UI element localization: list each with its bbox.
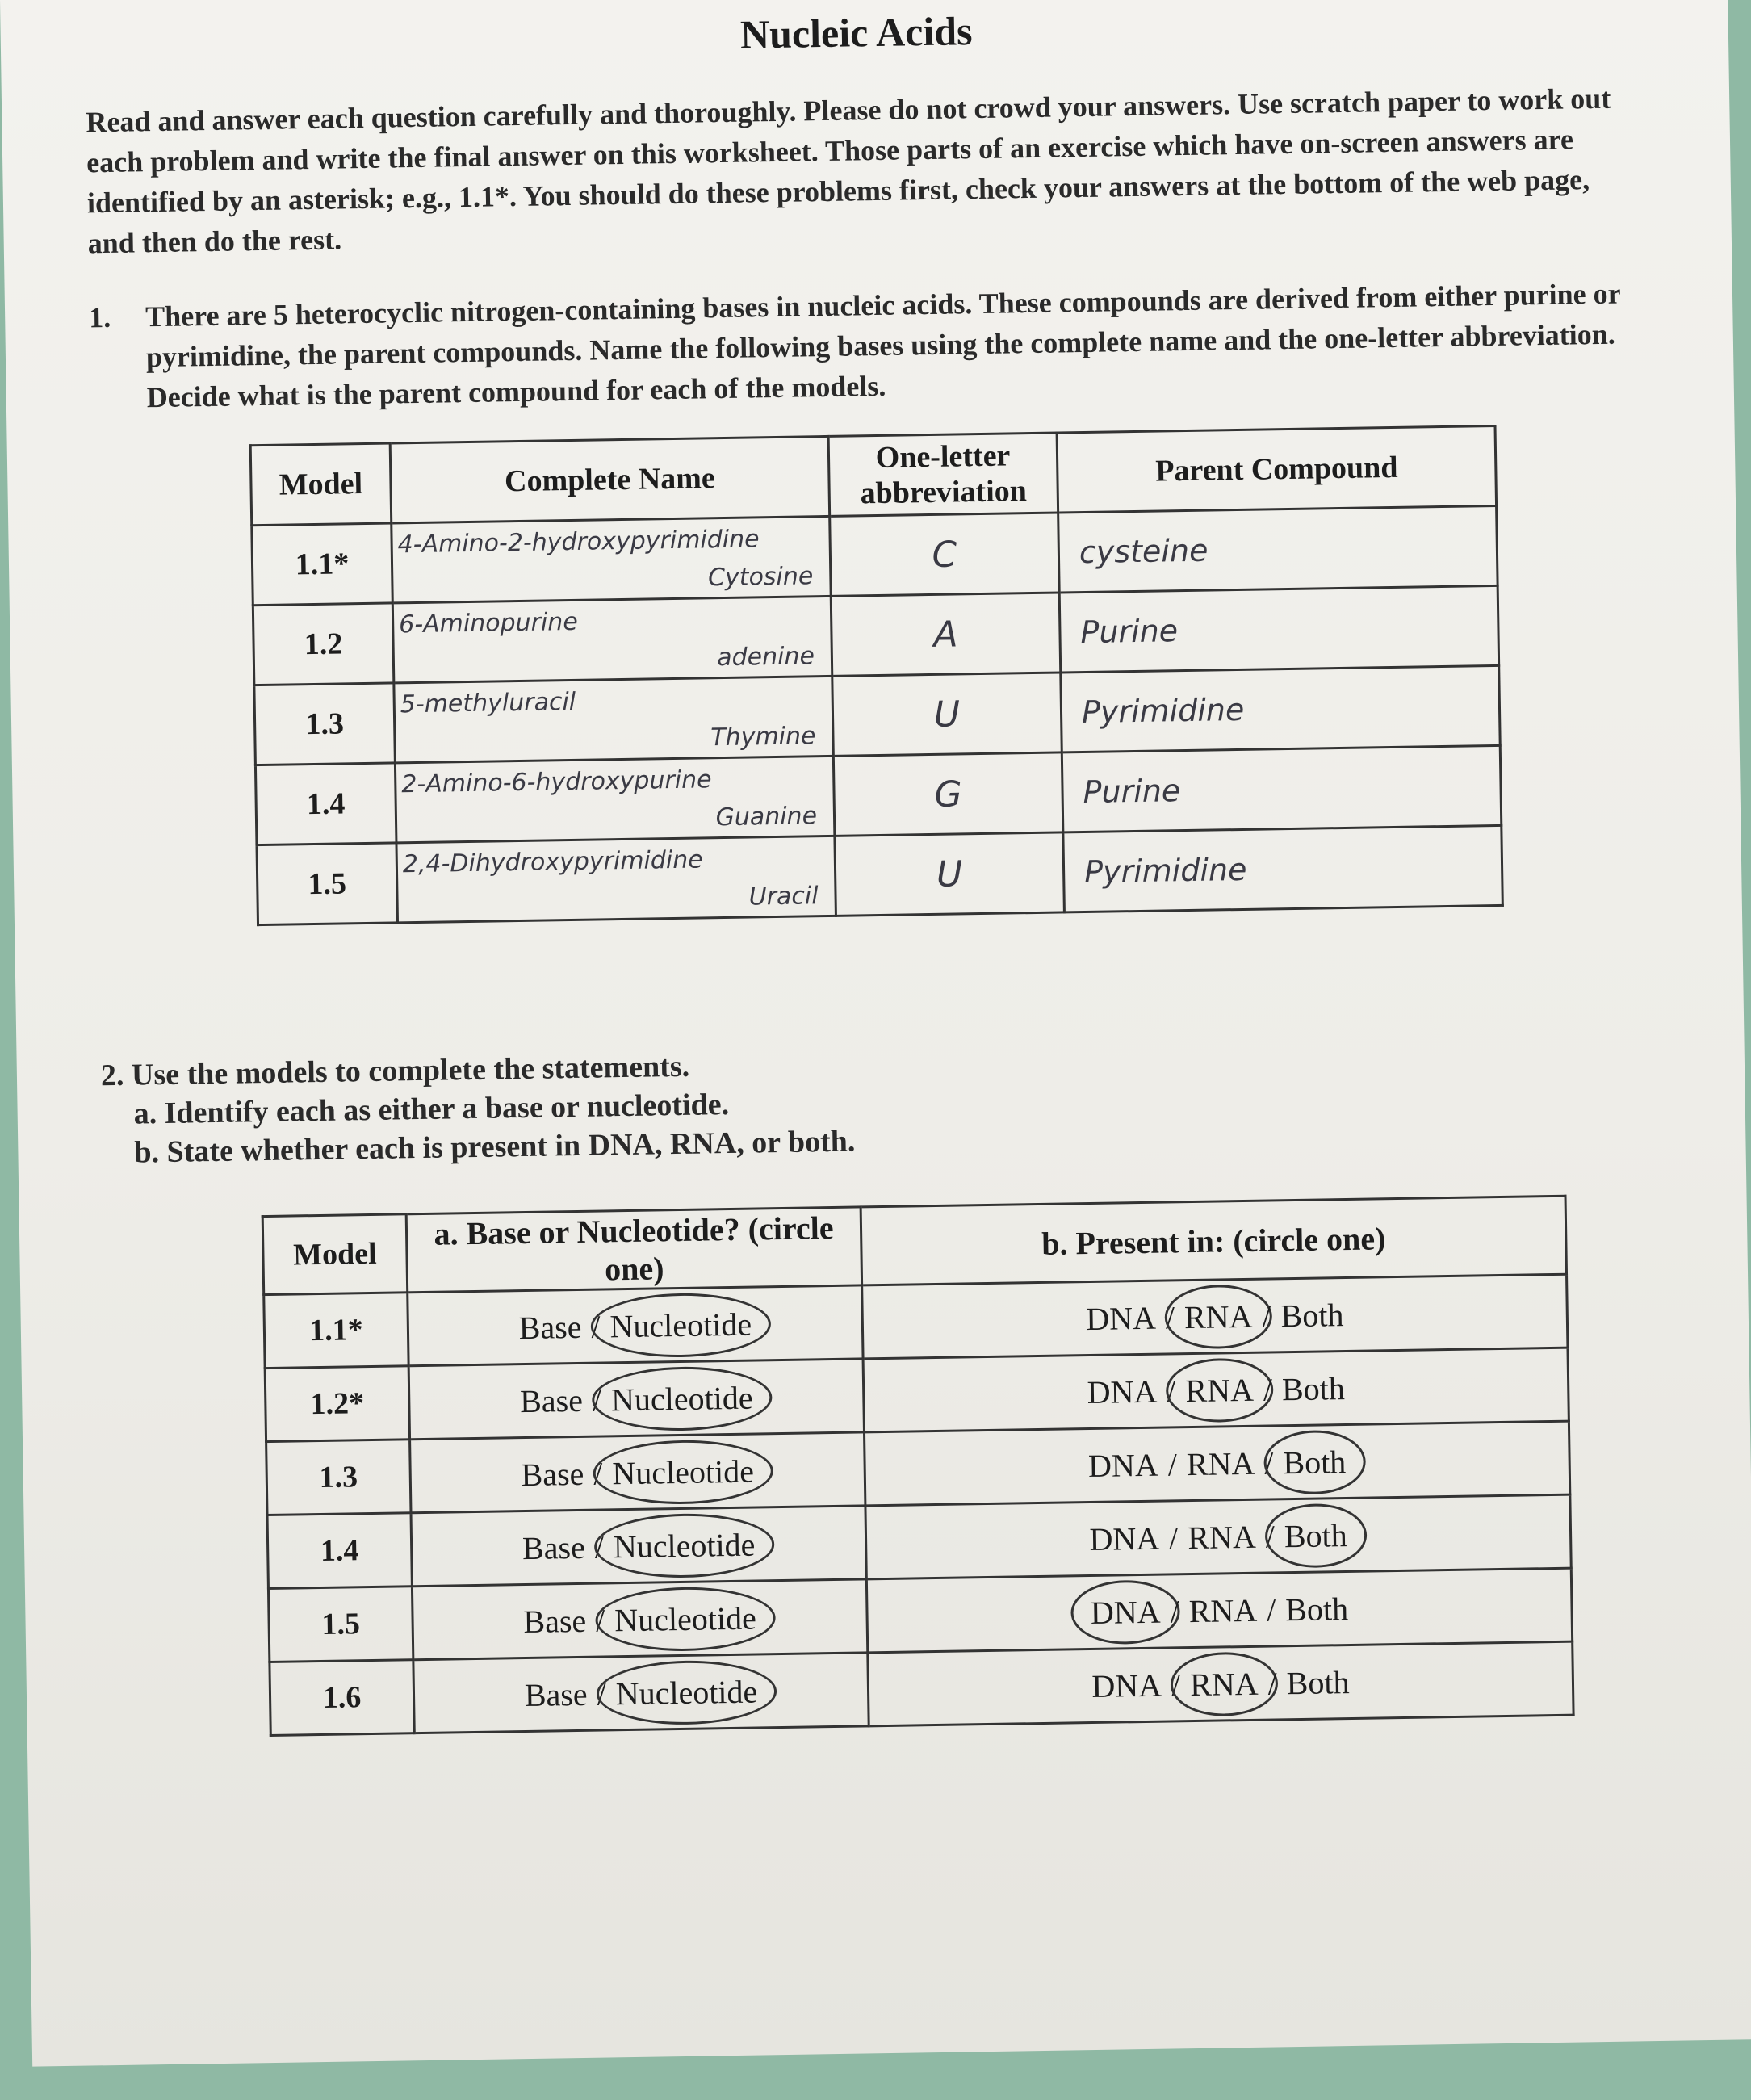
present-in-cell [865, 1494, 1571, 1579]
complete-name-cell [394, 676, 833, 763]
option-rna: RNA [1185, 1664, 1263, 1704]
option-dna: DNA [1087, 1446, 1159, 1484]
separator: / [1262, 1297, 1271, 1335]
base-or-nucleotide-cell [408, 1285, 863, 1366]
base-or-nucleotide-cell [408, 1359, 864, 1440]
question-1 [89, 273, 1624, 418]
complete-name-wrap [397, 837, 834, 921]
option-nucleotide: Nucleotide [605, 1305, 756, 1345]
header-model: Model [250, 443, 392, 526]
model-cell: 1.3 [254, 683, 396, 765]
separator: / [1166, 1372, 1176, 1410]
handwritten-parent: Purine [1080, 613, 1179, 651]
header-one-letter: One-letter abbreviation [828, 433, 1058, 516]
model-cell: 1.1* [252, 523, 393, 606]
question-2-line3: b. State whether each is present in DNA, RNA, or both. [134, 1124, 856, 1170]
nucleotide-table [262, 1195, 1575, 1737]
abbreviation-cell [835, 832, 1065, 916]
handwritten-abbreviation: C [932, 533, 957, 576]
complete-name-wrap [392, 518, 829, 601]
parent-compound-cell [1061, 665, 1500, 752]
option-both: Both [1286, 1663, 1350, 1701]
handwritten-name: 2-Amino-6-hydroxypurine [401, 765, 712, 799]
separator: / [1167, 1445, 1178, 1482]
model-cell: 1.5 [257, 843, 398, 925]
option-both: Both [1278, 1442, 1351, 1481]
complete-name-wrap [396, 757, 833, 841]
option-both: Both [1280, 1296, 1344, 1334]
page-title: Nucleic Acids [739, 8, 973, 57]
bases-table [249, 425, 1504, 926]
option-rna: RNA [1187, 1518, 1257, 1556]
base-or-nucleotide-cell [413, 1653, 869, 1733]
separator: / [1263, 1370, 1273, 1408]
separator: / [594, 1528, 605, 1566]
parent-compound-cell [1058, 505, 1498, 593]
handwritten-parent: Pyrimidine [1081, 691, 1245, 731]
complete-name-wrap [395, 677, 832, 761]
model-cell: 1.4 [255, 763, 396, 845]
question-2-line2: a. Identify each as either a base or nucleotide. [133, 1087, 730, 1131]
handwritten-abbreviation: G [934, 773, 963, 815]
separator: / [597, 1675, 607, 1712]
base-or-nucleotide-cell [410, 1432, 865, 1513]
present-in-cell [863, 1348, 1569, 1432]
separator: / [593, 1455, 603, 1492]
parent-compound-cell [1062, 745, 1501, 832]
present-in-cell [864, 1421, 1569, 1506]
handwritten-common-name: Thymine [710, 722, 816, 752]
handwritten-name: 6-Aminopurine [398, 607, 579, 639]
handwritten-common-name: Cytosine [707, 562, 814, 593]
option-dna: DNA [1085, 1299, 1157, 1337]
question-1-text: There are 5 heterocyclic nitrogen-containing bases in nucleic acids. These compounds are derived from either purine or pyrimidine, the parent compounds. Name the following bases using the complete name and the one-letter abbreviation. Decide what is the parent compound for each of the models. [145, 277, 1621, 414]
option-dna: DNA [1091, 1666, 1162, 1704]
header-model: Model [262, 1214, 408, 1295]
handwritten-common-name: Guanine [715, 802, 818, 832]
separator: / [1170, 1592, 1180, 1629]
handwritten-abbreviation: U [933, 693, 961, 736]
option-base: Base [518, 1308, 582, 1346]
separator: / [1267, 1664, 1278, 1702]
present-in-cell [862, 1274, 1568, 1359]
model-cell: 1.4 [267, 1513, 412, 1589]
header-complete-name: Complete Name [390, 436, 829, 523]
handwritten-name: 2,4-Dihydroxypyrimidine [402, 845, 703, 879]
handwritten-parent: Purine [1083, 773, 1181, 811]
separator: / [1171, 1666, 1181, 1703]
present-in-cell [868, 1641, 1573, 1726]
header-present-in: b. Present in: (circle one) [861, 1196, 1566, 1285]
option-nucleotide: Nucleotide [606, 1378, 758, 1419]
option-nucleotide: Nucleotide [607, 1452, 759, 1492]
option-base: Base [522, 1528, 586, 1566]
abbreviation-cell [830, 513, 1060, 596]
complete-name-cell [392, 516, 831, 603]
option-base: Base [524, 1675, 588, 1713]
model-cell: 1.6 [270, 1660, 414, 1736]
handwritten-common-name: adenine [716, 642, 815, 673]
option-nucleotide: Nucleotide [610, 1672, 762, 1712]
model-cell: 1.5 [268, 1587, 413, 1662]
separator: / [1168, 1519, 1179, 1556]
separator: / [1265, 1517, 1276, 1555]
handwritten-parent: cysteine [1079, 532, 1209, 571]
option-both: Both [1281, 1369, 1346, 1407]
option-dna: DNA [1086, 1592, 1166, 1632]
base-or-nucleotide-cell [411, 1506, 866, 1587]
separator: / [595, 1601, 605, 1639]
complete-name-cell [395, 756, 834, 843]
option-nucleotide: Nucleotide [608, 1525, 760, 1566]
option-base: Base [519, 1381, 584, 1419]
option-base: Base [523, 1602, 587, 1640]
option-rna: RNA [1179, 1297, 1258, 1336]
option-rna: RNA [1188, 1591, 1258, 1629]
handwritten-name: 4-Amino-2-hydroxypyrimidine [397, 525, 760, 560]
option-rna: RNA [1186, 1444, 1255, 1482]
present-in-cell [866, 1568, 1572, 1653]
base-or-nucleotide-cell [412, 1579, 867, 1660]
question-2-line1: 2. Use the models to complete the statements. [100, 1049, 690, 1093]
parent-compound-cell [1059, 585, 1498, 673]
option-dna: DNA [1087, 1373, 1158, 1410]
option-dna: DNA [1089, 1519, 1160, 1557]
handwritten-abbreviation: A [933, 613, 958, 656]
handwritten-name: 5-methyluracil [400, 687, 576, 719]
handwritten-common-name: Uracil [748, 882, 819, 912]
model-cell: 1.1* [264, 1293, 408, 1369]
abbreviation-cell [831, 593, 1061, 676]
complete-name-wrap [394, 597, 831, 681]
option-base: Base [521, 1455, 584, 1493]
question-1-number: 1. [88, 300, 111, 334]
separator: / [1266, 1591, 1276, 1628]
model-cell: 1.3 [266, 1440, 411, 1515]
option-rna: RNA [1180, 1370, 1259, 1410]
abbreviation-cell [833, 752, 1063, 836]
complete-name-cell [392, 596, 832, 683]
separator: / [1165, 1298, 1175, 1336]
abbreviation-cell [832, 673, 1062, 756]
separator: / [592, 1381, 602, 1419]
separator: / [591, 1308, 601, 1345]
instructions-paragraph: Read and answer each question carefully and thoroughly. Please do not crowd your answers. Use scratch paper to work out each problem and write the final answer on this worksheet. Those parts of an exercise which have on-screen answers are identified by an asterisk; e.g., 1.1*. You should do these problems first, check your answers at the bottom of the web page, and then do the rest. [86, 82, 1611, 260]
option-both: Both [1284, 1590, 1349, 1628]
handwritten-parent: Pyrimidine [1083, 851, 1247, 891]
header-base-or-nucleotide: a. Base or Nucleotide? (circle one) [406, 1207, 861, 1293]
header-parent-compound: Parent Compound [1057, 425, 1496, 513]
model-cell: 1.2 [253, 603, 394, 685]
question-2 [101, 1032, 1636, 1172]
handwritten-abbreviation: U [936, 853, 963, 895]
model-cell: 1.2* [265, 1366, 409, 1442]
option-both: Both [1279, 1515, 1352, 1554]
complete-name-cell [396, 836, 836, 923]
parent-compound-cell [1063, 825, 1502, 912]
separator: / [1263, 1444, 1274, 1482]
option-nucleotide: Nucleotide [609, 1599, 761, 1639]
